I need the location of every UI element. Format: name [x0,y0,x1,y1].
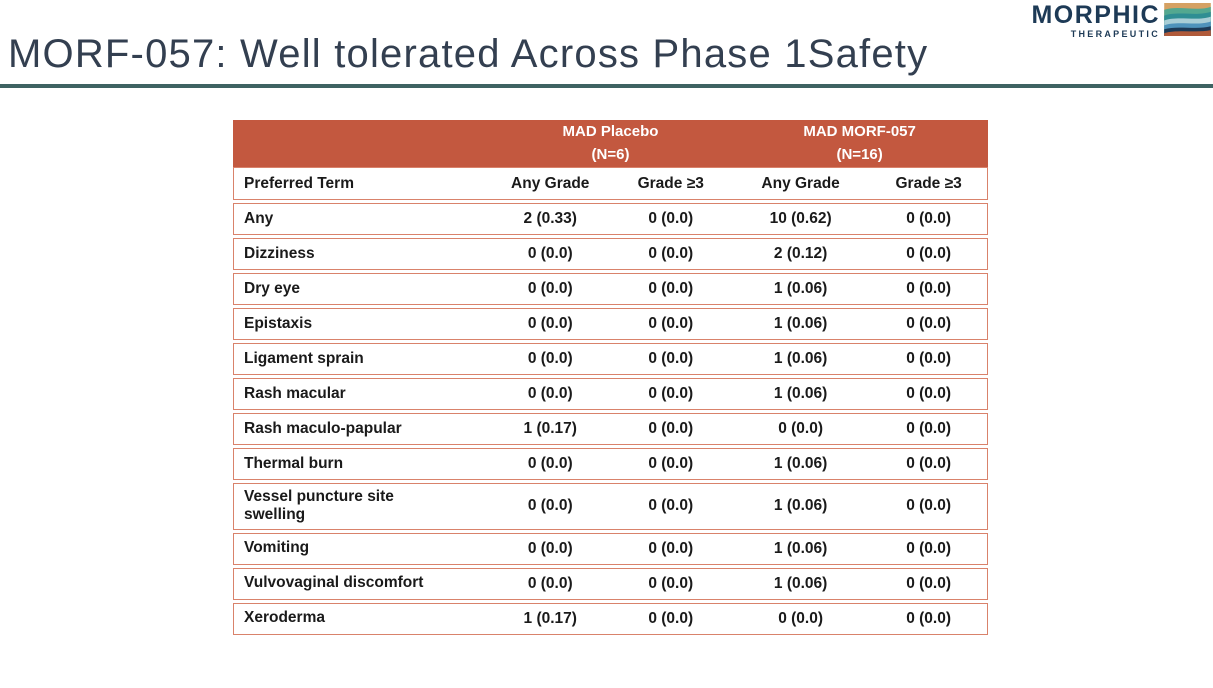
value-cell: 0 (0.0) [648,245,694,262]
preferred-term-cell [234,605,490,631]
morphic-logo [1031,3,1211,39]
value-cell: 0 (0.0) [906,210,951,227]
value-cell: 0 (0.0) [527,315,573,332]
preferred-term-cell [234,206,490,232]
table-row [233,413,988,445]
preferred-term-text: Epistaxis [244,314,313,332]
table-group-header [233,120,988,167]
preferred-term-cell [234,416,490,442]
value-cell: 0 (0.0) [906,420,951,437]
preferred-term-text: Vessel puncture site swelling [244,488,394,524]
table-row [233,378,988,410]
value-cell: 0 (0.0) [527,280,573,297]
preferred-term-cell [234,346,490,372]
group-header-label: MAD MORF-057 [803,123,916,140]
logo-tagline: THERAPEUTIC [1070,29,1160,39]
title-divider-rule [0,84,1213,88]
page-title: MORF-057: Well tolerated Across Phase 1Safety [8,32,929,76]
value-cell: 0 (0.0) [648,497,694,515]
logo-company-name: MORPHIC [1031,1,1160,29]
table-body [233,203,988,635]
value-cell: 0 (0.0) [906,609,951,627]
group-header-n: (N=6) [591,145,630,163]
preferred-term-text: Xeroderma [244,609,325,627]
preferred-term-text: Vomiting [244,539,310,557]
value-cell: 0 (0.0) [648,455,694,472]
safety-table [233,120,988,635]
table-row [233,308,988,340]
column-header-any-grade-placebo: Any Grade [511,174,590,192]
value-cell: 0 (0.0) [778,420,823,437]
value-cell: 1 (0.17) [523,420,577,437]
table-row [233,568,988,600]
table-row [233,343,988,375]
value-cell: 2 (0.33) [523,210,577,227]
value-cell: 0 (0.0) [527,574,573,592]
value-cell: 1 (0.06) [773,539,828,557]
value-cell: 0 (0.0) [527,455,573,472]
value-cell: 0 (0.0) [648,385,694,402]
group-header-morf057 [731,121,988,166]
preferred-term-text: Vulvovaginal discomfort [244,574,424,592]
column-header-grade3-morf: Grade ≥3 [895,174,962,192]
table-row [233,603,988,635]
value-cell: 1 (0.06) [773,280,828,297]
logo-text [1031,3,1160,39]
value-cell: 1 (0.06) [773,385,828,402]
preferred-term-cell [234,570,490,596]
preferred-term-text: Ligament sprain [244,349,364,367]
preferred-term-cell [234,535,490,561]
group-header-placebo [490,121,732,166]
preferred-term-cell [234,276,490,302]
value-cell: 0 (0.0) [648,210,694,227]
column-header-preferred-term: Preferred Term [244,174,354,192]
value-cell: 0 (0.0) [648,315,694,332]
value-cell: 0 (0.0) [648,350,694,367]
table-row [233,483,988,530]
table-row [233,273,988,305]
value-cell: 1 (0.06) [773,455,828,472]
value-cell: 0 (0.0) [648,574,694,592]
preferred-term-cell [234,381,490,407]
value-cell: 0 (0.0) [906,539,951,557]
table-row [233,203,988,235]
value-cell: 1 (0.17) [523,609,577,627]
preferred-term-text: Rash macular [244,384,346,402]
table-row [233,448,988,480]
column-header-grade3-placebo: Grade ≥3 [637,174,704,192]
logo-waves-icon [1164,3,1211,36]
preferred-term-text: Dizziness [244,244,315,262]
column-header-any-grade-morf: Any Grade [761,174,840,192]
value-cell: 10 (0.62) [769,210,832,227]
table-row [233,533,988,565]
value-cell: 0 (0.0) [527,497,573,515]
value-cell: 2 (0.12) [773,245,828,262]
value-cell: 0 (0.0) [648,609,694,627]
value-cell: 0 (0.0) [527,385,573,402]
preferred-term-cell [234,484,490,529]
preferred-term-text: Any [244,209,274,227]
value-cell: 0 (0.0) [527,539,573,557]
value-cell: 0 (0.0) [648,539,694,557]
value-cell: 0 (0.0) [906,497,951,515]
value-cell: 0 (0.0) [906,280,951,297]
value-cell: 0 (0.0) [527,350,573,367]
value-cell: 0 (0.0) [648,280,694,297]
value-cell: 1 (0.06) [773,350,828,367]
preferred-term-cell [234,451,490,477]
preferred-term-text: Rash maculo-papular [244,419,402,437]
value-cell: 0 (0.0) [906,455,951,472]
group-header-label: MAD Placebo [562,123,659,140]
value-cell: 0 (0.0) [906,350,951,367]
group-header-n: (N=16) [836,145,883,163]
preferred-term-cell [234,311,490,337]
value-cell: 0 (0.0) [778,609,823,627]
value-cell: 0 (0.0) [527,245,573,262]
preferred-term-text: Thermal burn [244,454,344,472]
value-cell: 1 (0.06) [773,315,828,332]
value-cell: 0 (0.0) [906,315,951,332]
preferred-term-text: Dry eye [244,279,301,297]
value-cell: 0 (0.0) [906,245,951,262]
value-cell: 1 (0.06) [773,497,828,515]
table-column-header-row [233,167,988,200]
value-cell: 0 (0.0) [906,574,951,592]
value-cell: 0 (0.0) [648,420,694,437]
preferred-term-cell [234,241,490,267]
value-cell: 0 (0.0) [906,385,951,402]
value-cell: 1 (0.06) [773,574,828,592]
table-row [233,238,988,270]
